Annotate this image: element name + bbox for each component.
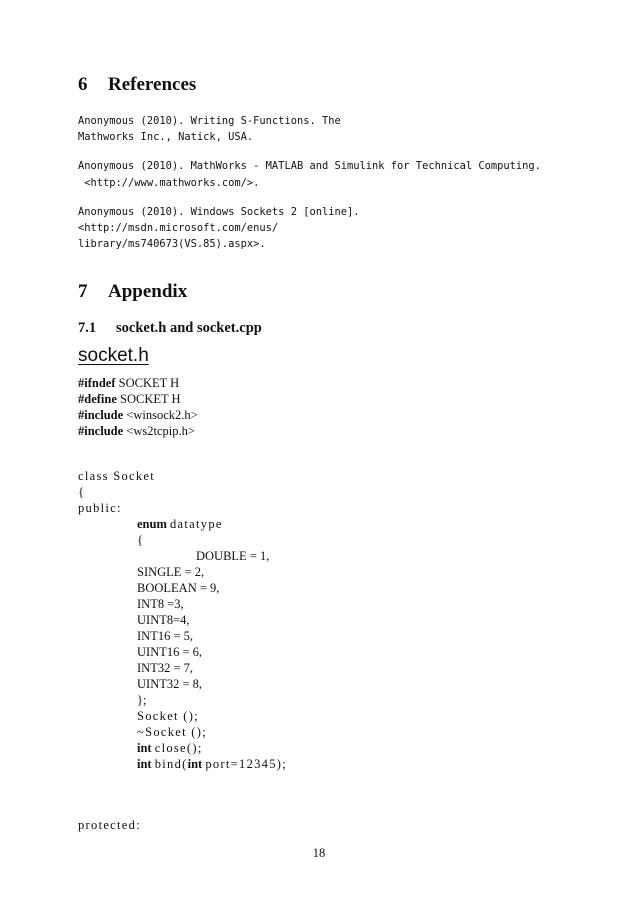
page-number: 18 (312, 846, 326, 860)
code-line-enum-member: DOUBLE = 1, (196, 549, 270, 563)
code-line-bind: int bind(int port=12345); (137, 757, 287, 771)
code-line-public: public: (78, 501, 122, 515)
reference-3-line-2: <http://msdn.microsoft.com/enus/ (78, 222, 279, 234)
subsection-title: socket.h and socket.cpp (116, 320, 262, 336)
appendix-number: 7 (78, 281, 88, 302)
code-line-enum-close: }; (137, 693, 147, 707)
code-line-enum: enum datatype (137, 517, 223, 531)
reference-3-line-3: library/ms740673(VS.85).aspx>. (78, 238, 266, 250)
references-title: References (108, 74, 197, 95)
code-line-enum-open: { (137, 533, 143, 547)
code-line-class: class Socket (78, 469, 156, 483)
code-line-include-winsock: #include <winsock2.h> (78, 408, 198, 422)
reference-2-line-2: <http://www.mathworks.com/>. (78, 177, 260, 189)
appendix-heading (78, 281, 187, 303)
file-title: socket.h (78, 345, 149, 366)
code-line-ifndef: #ifndef SOCKET H (78, 376, 180, 390)
references-number: 6 (78, 74, 88, 95)
code-line-enum-member: BOOLEAN = 9, (137, 581, 220, 595)
code-line-open-brace: { (78, 485, 84, 499)
code-line-enum-member: INT32 = 7, (137, 661, 193, 675)
code-line-define: #define SOCKET H (78, 392, 181, 406)
code-line-protected: protected: (78, 818, 141, 832)
code-line-enum-member: UINT16 = 6, (137, 645, 203, 659)
code-line-enum-member: UINT8=4, (137, 613, 190, 627)
reference-1-line-2: Mathworks Inc., Natick, USA. (78, 131, 254, 143)
code-line-enum-member: UINT32 = 8, (137, 677, 203, 691)
code-line-close: int close(); (137, 741, 203, 755)
reference-2-line-1: Anonymous (2010). MathWorks - MATLAB and Simulink for Technical Computing. (78, 160, 541, 172)
code-line-include-ws2tcpip: #include <ws2tcpip.h> (78, 424, 195, 438)
code-line-constructor: Socket (); (137, 709, 199, 723)
reference-3-line-1: Anonymous (2010). Windows Sockets 2 [online]. (78, 206, 360, 218)
code-line-enum-member: INT16 = 5, (137, 629, 193, 643)
subsection-heading (78, 320, 262, 337)
references-heading (78, 74, 196, 96)
reference-1-line-1: Anonymous (2010). Writing S-Functions. The (78, 115, 341, 127)
appendix-title: Appendix (108, 281, 188, 302)
code-line-enum-member: SINGLE = 2, (137, 565, 205, 579)
code-line-destructor: ~Socket (); (137, 725, 208, 739)
subsection-number: 7.1 (78, 320, 97, 336)
code-line-enum-member: INT8 =3, (137, 597, 184, 611)
